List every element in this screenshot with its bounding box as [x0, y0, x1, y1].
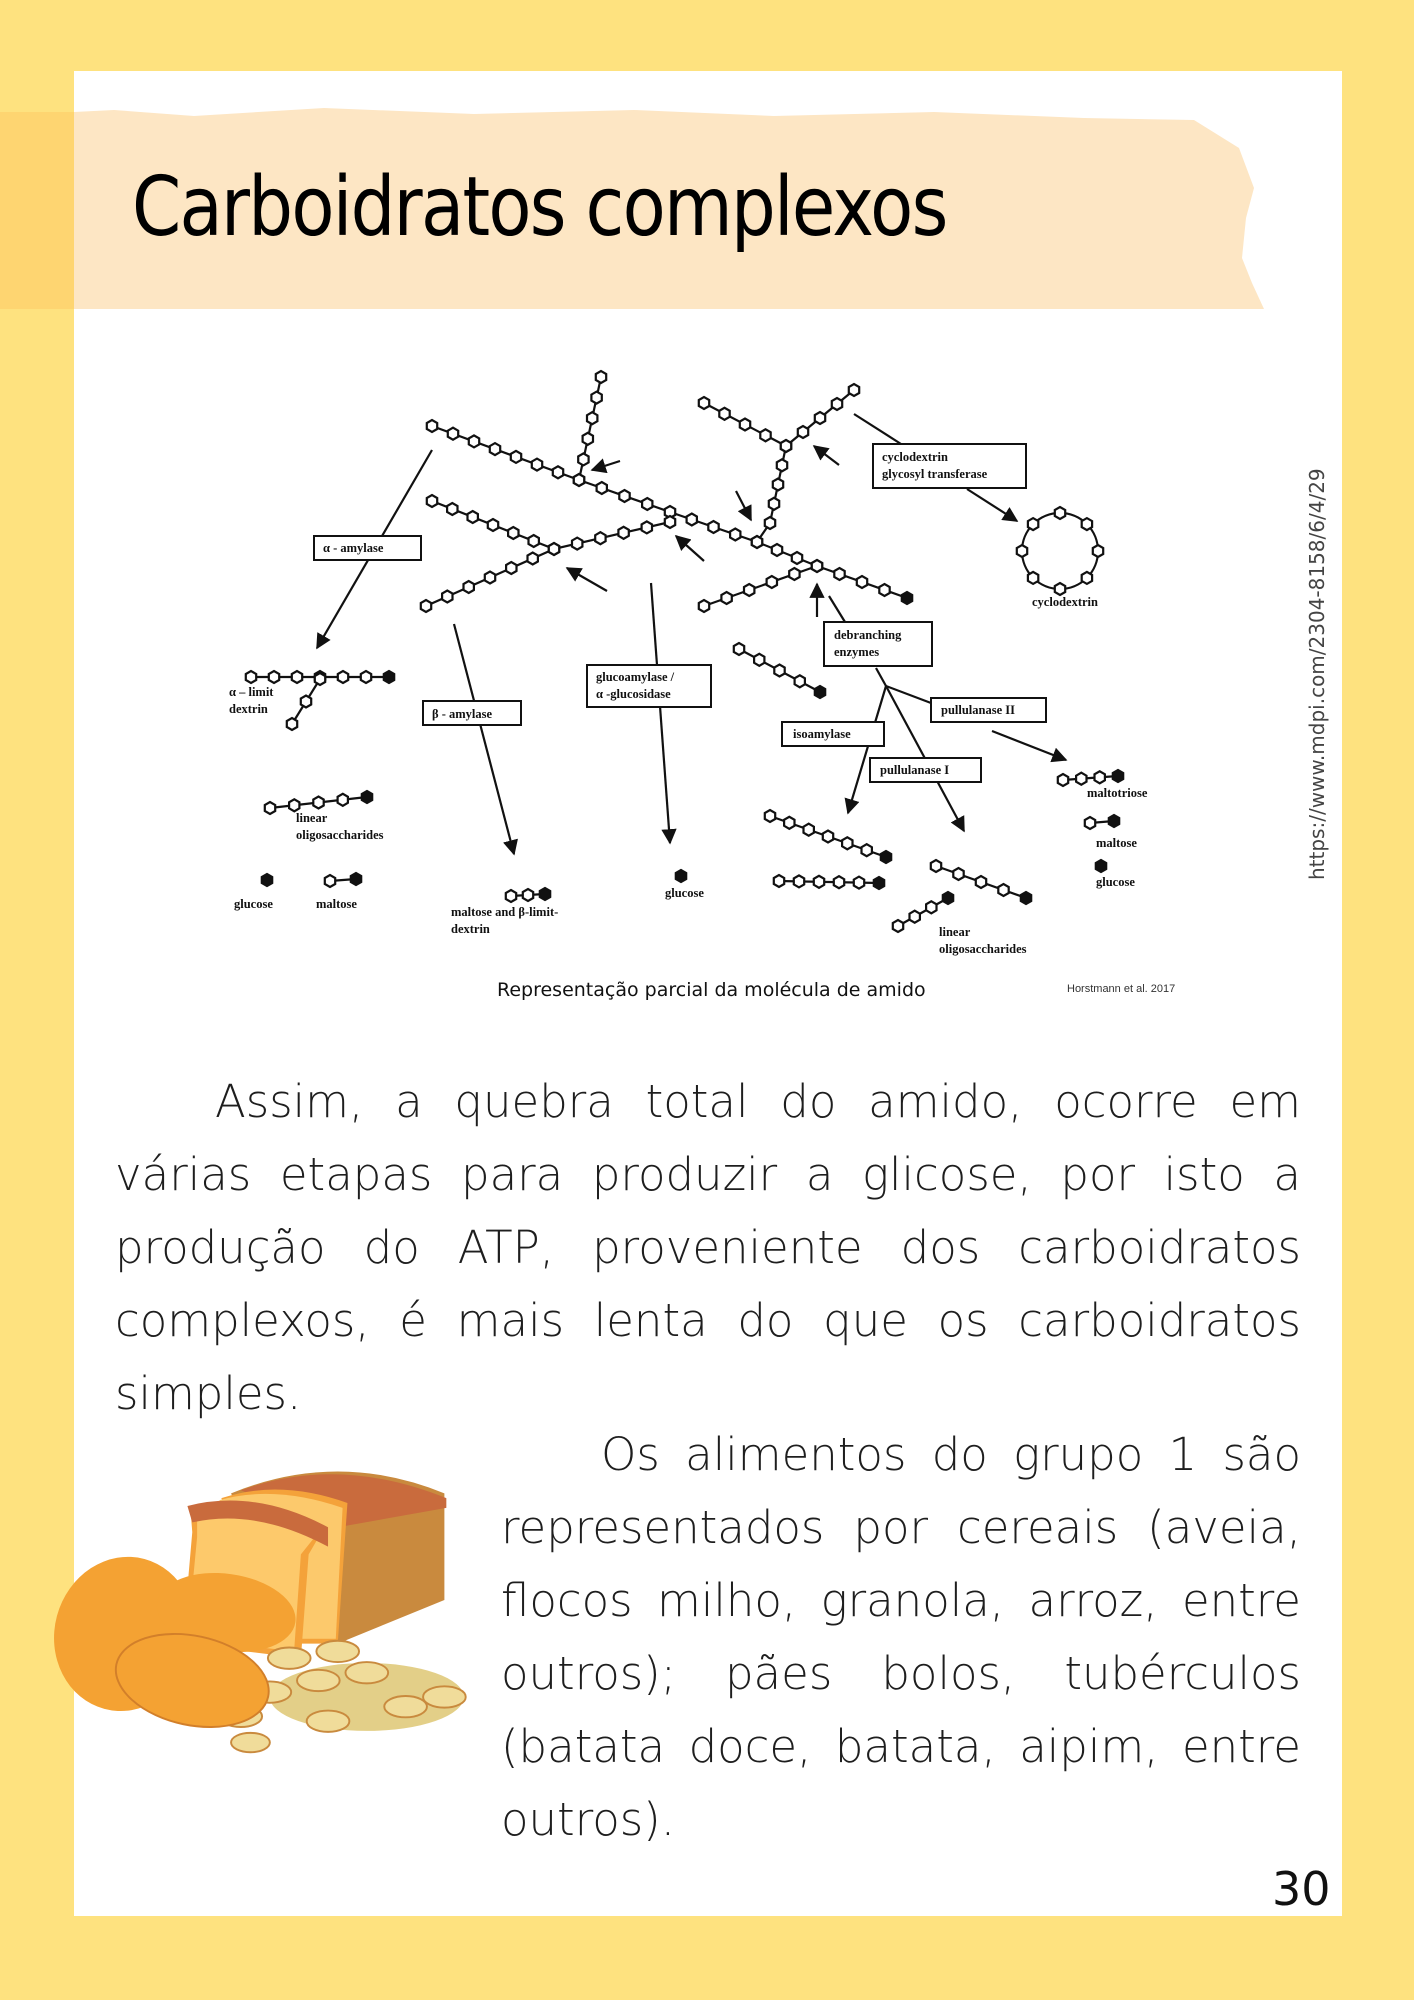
glucose-unit — [269, 671, 279, 683]
reducing-end-glucose-unit — [262, 874, 272, 886]
glucose-unit — [488, 519, 498, 531]
glucose-unit — [485, 572, 495, 584]
maltose-left-label: maltose — [316, 897, 357, 911]
text-line: complexos, é mais lenta do que os carboidratos — [115, 1294, 1301, 1347]
glucose-unit — [642, 498, 652, 510]
reducing-end-glucose-unit — [540, 888, 550, 900]
alpha-amylase-label: α - amylase — [323, 541, 384, 555]
glucose-unit — [301, 696, 311, 708]
glucose-unit — [699, 397, 709, 409]
alpha-limit-label-2: dextrin — [229, 702, 268, 716]
glucose-unit — [744, 584, 754, 596]
reducing-end-glucose-unit — [351, 873, 361, 885]
debranching-label-2: enzymes — [834, 645, 880, 659]
glucose-unit — [719, 408, 729, 420]
paragraph-food-group — [501, 1418, 1301, 1856]
glucose-unit — [1082, 572, 1092, 584]
glucose-unit — [849, 384, 859, 396]
glucose-left-label: glucose — [234, 897, 273, 911]
page-number: 30 — [1272, 1862, 1331, 1916]
glucose-unit — [421, 600, 431, 612]
glucose-unit — [687, 514, 697, 526]
glucose-unit — [931, 860, 941, 872]
glucose-unit — [265, 802, 275, 814]
glycosidic-bond-line — [898, 898, 948, 926]
text-line: várias etapas para produzir a glicose, por isto a — [115, 1148, 1301, 1201]
reducing-end-glucose-unit — [1109, 815, 1119, 827]
text-line: produção do ATP, proveniente dos carboidratos — [115, 1221, 1301, 1274]
glucose-unit — [777, 459, 787, 471]
source-url[interactable]: https://www.mdpi.com/2304-8158/6/4/29 — [1305, 468, 1329, 880]
isoamylase-label: isoamylase — [793, 727, 851, 741]
bread-potatoes-oats-illustration — [45, 1440, 485, 1760]
glucose-unit — [287, 718, 297, 730]
arrow — [567, 568, 607, 591]
glucose-unit — [665, 516, 675, 528]
glucose-unit — [448, 428, 458, 440]
glucose-unit — [854, 877, 864, 889]
text-line: (batata doce, batata, aipim, entre — [501, 1720, 1301, 1773]
text-line: flocos milho, granola, arroz, entre — [501, 1574, 1301, 1627]
glucose-unit — [619, 490, 629, 502]
glucose-unit — [597, 482, 607, 494]
glucose-unit — [740, 419, 750, 431]
glucose-unit — [1095, 771, 1105, 783]
glucose-unit — [893, 920, 903, 932]
text-line: Os alimentos do grupo 1 são — [601, 1428, 1301, 1481]
glucose-unit — [1085, 817, 1095, 829]
glucose-unit — [953, 868, 963, 880]
glucose-unit — [572, 538, 582, 550]
glucose-right-label: glucose — [1096, 875, 1135, 889]
text-line: representados por cereais (aveia, — [501, 1501, 1301, 1554]
glucose-unit — [774, 665, 784, 677]
glucose-unit — [583, 433, 593, 445]
glucose-unit — [834, 568, 844, 580]
glucose-unit — [528, 553, 538, 565]
connector-line — [876, 668, 886, 686]
glucoamylase-label-1: glucoamylase / — [596, 670, 675, 684]
page-title: Carboidratos complexos — [132, 160, 947, 255]
glucose-unit — [508, 527, 518, 539]
cgt-label-2: glycosyl transferase — [882, 467, 988, 481]
glucose-unit — [338, 671, 348, 683]
text-line: outros). — [501, 1793, 676, 1846]
glucose-chain — [774, 875, 884, 889]
glucose-unit — [246, 671, 256, 683]
glucose-unit — [468, 511, 478, 523]
pullulanase-ii-box — [931, 698, 1046, 722]
glucoamylase-box — [587, 665, 711, 707]
glucose-unit — [862, 844, 872, 856]
glucose-unit — [926, 901, 936, 913]
glucose-unit — [804, 824, 814, 836]
glucose-unit — [772, 544, 782, 556]
paragraph-starch-breakdown — [115, 1065, 1301, 1430]
glucose-unit — [549, 543, 559, 555]
glucose-chain — [421, 543, 559, 612]
glucose-unit — [814, 876, 824, 888]
linear-oligo-left-1: linear — [296, 811, 328, 825]
glucose-unit — [774, 875, 784, 887]
glucose-chain — [765, 810, 891, 863]
beta-amylase-label: β - amylase — [432, 707, 493, 721]
glucose-unit — [427, 420, 437, 432]
glucose-unit — [823, 831, 833, 843]
glucose-chain — [699, 560, 822, 612]
reducing-end-glucose-unit — [943, 892, 953, 904]
arrow — [651, 583, 670, 843]
glucose-unit — [765, 810, 775, 822]
glucose-unit — [1017, 545, 1027, 557]
glucose-unit — [361, 671, 371, 683]
glucose-unit — [781, 440, 791, 452]
glucose-unit — [784, 817, 794, 829]
connector-line — [829, 596, 845, 622]
reducing-end-glucose-unit — [902, 592, 912, 604]
reducing-end-glucose-unit — [815, 686, 825, 698]
debranching-enzymes-box — [824, 622, 932, 666]
glucose-unit — [842, 837, 852, 849]
glycosidic-bond-line — [432, 501, 670, 549]
cyclodextrin-ring — [1017, 507, 1103, 595]
glucose-unit — [529, 535, 539, 547]
text-line: outros); pães bolos, tubérculos — [501, 1647, 1301, 1700]
pullulanase-i-box — [870, 758, 981, 782]
glucose-unit — [338, 794, 348, 806]
glucose-unit — [769, 498, 779, 510]
glucose-unit — [815, 412, 825, 424]
pullulanase-ii-label: pullulanase II — [941, 703, 1015, 717]
glucose-unit — [767, 576, 777, 588]
glucose-unit — [976, 876, 986, 888]
glucose-chain — [427, 420, 912, 604]
beta-amylase-box — [423, 701, 521, 725]
glucose-unit — [595, 532, 605, 544]
reducing-end-glucose-unit — [362, 791, 372, 803]
glucose-chain — [1058, 770, 1123, 786]
glucose-unit — [587, 412, 597, 424]
reducing-end-glucose-unit — [881, 851, 891, 863]
glucoamylase-label-2: α -glucosidase — [596, 687, 671, 701]
glucose-unit — [506, 890, 516, 902]
glucose-chain — [734, 643, 825, 698]
arrow — [592, 461, 620, 470]
pullulanase-i-label: pullulanase I — [880, 763, 950, 777]
glucose-unit — [1055, 583, 1065, 595]
glucose-unit — [832, 398, 842, 410]
glucose-chain — [325, 873, 361, 887]
glucose-unit — [699, 600, 709, 612]
glucose-unit — [789, 568, 799, 580]
glucose-unit — [591, 392, 601, 404]
glucose-unit — [798, 426, 808, 438]
text-line: simples. — [115, 1367, 302, 1420]
glucose-unit — [574, 474, 584, 486]
reducing-end-glucose-unit — [1096, 860, 1106, 872]
glucose-unit — [765, 517, 775, 529]
glucose-chain — [752, 440, 791, 548]
arrow — [736, 491, 751, 520]
glucose-unit — [469, 435, 479, 447]
glucose-chain — [574, 371, 606, 486]
glucose-unit — [730, 529, 740, 541]
glucose-unit — [506, 562, 516, 574]
glucose-unit — [511, 451, 521, 463]
reducing-end-glucose-unit — [874, 877, 884, 889]
glucose-chain — [506, 888, 550, 902]
glucose-unit — [1093, 545, 1103, 557]
reducing-end-glucose-unit — [384, 671, 394, 683]
connector-line — [854, 414, 901, 444]
isoamylase-box — [782, 722, 884, 746]
glycosidic-bond-line — [1063, 776, 1118, 780]
alpha-amylase-box — [314, 536, 421, 560]
glucose-unit — [773, 479, 783, 491]
maltose-beta-label-1: maltose and β-limit- — [451, 905, 559, 919]
glucose-center-label: glucose — [665, 886, 704, 900]
glucose-chain — [1085, 815, 1119, 829]
maltotriose-label: maltotriose — [1087, 786, 1148, 800]
figure-credit: Horstmann et al. 2017 — [1067, 983, 1176, 995]
glucose-unit — [642, 521, 652, 533]
glucose-unit — [618, 527, 628, 539]
maltose-right-label: maltose — [1096, 836, 1137, 850]
glucose-unit — [553, 466, 563, 478]
linear-oligo-right-2: oligosaccharides — [939, 942, 1027, 956]
glucose-unit — [734, 643, 744, 655]
glucose-unit — [464, 581, 474, 593]
glucose-unit — [754, 654, 764, 666]
glucose-unit — [834, 876, 844, 888]
glucose-unit — [879, 584, 889, 596]
glucose-unit — [447, 503, 457, 515]
cyclodextrin-label: cyclodextrin — [1032, 595, 1098, 609]
glucose-unit — [1028, 572, 1038, 584]
glucose-unit — [289, 799, 299, 811]
glucose-unit — [490, 443, 500, 455]
arrow — [992, 731, 1066, 760]
reducing-end-glucose-unit — [1113, 770, 1123, 782]
arrow — [454, 624, 514, 854]
glucose-unit — [812, 560, 822, 572]
debranching-label-1: debranching — [834, 628, 902, 642]
glucose-unit — [794, 875, 804, 887]
glucose-unit — [325, 875, 335, 887]
glucose-unit — [752, 536, 762, 548]
glucose-unit — [1028, 518, 1038, 530]
glucose-unit — [721, 592, 731, 604]
glucose-unit — [708, 521, 718, 533]
arrow — [848, 686, 886, 813]
arrow — [676, 536, 704, 561]
arrow — [967, 489, 1017, 521]
glucose-unit — [532, 459, 542, 471]
glucose-unit — [292, 671, 302, 683]
glucose-chain — [699, 384, 859, 452]
figure-caption: Representação parcial da molécula de amido — [497, 979, 926, 1001]
cgt-label-1: cyclodextrin — [882, 450, 948, 464]
glucose-unit — [596, 371, 606, 383]
glucose-unit — [1082, 518, 1092, 530]
glucose-unit — [1055, 507, 1065, 519]
maltose-beta-label-2: dextrin — [451, 922, 490, 936]
glucose-unit — [1058, 774, 1068, 786]
reducing-end-glucose-unit — [676, 870, 686, 882]
glucose-unit — [792, 552, 802, 564]
glucose-unit — [313, 797, 323, 809]
glucose-unit — [1076, 773, 1086, 785]
alpha-limit-label-1: α – limit — [229, 685, 274, 699]
text-line: Assim, a quebra total do amido, ocorre em — [215, 1075, 1301, 1128]
glucose-unit — [998, 884, 1008, 896]
glucose-unit — [427, 495, 437, 507]
glucose-unit — [315, 673, 325, 685]
glucose-unit — [442, 591, 452, 603]
reducing-end-glucose-unit — [1021, 892, 1031, 904]
cgt-enzyme-box — [873, 444, 1026, 488]
glucose-unit — [910, 911, 920, 923]
linear-oligo-left-2: oligosaccharides — [296, 828, 384, 842]
linear-oligo-right-1: linear — [939, 925, 971, 939]
glucose-unit — [523, 889, 533, 901]
glucose-unit — [760, 429, 770, 441]
glucose-unit — [857, 576, 867, 588]
glucose-unit — [795, 675, 805, 687]
glucose-unit — [578, 453, 588, 465]
arrow — [814, 446, 839, 465]
